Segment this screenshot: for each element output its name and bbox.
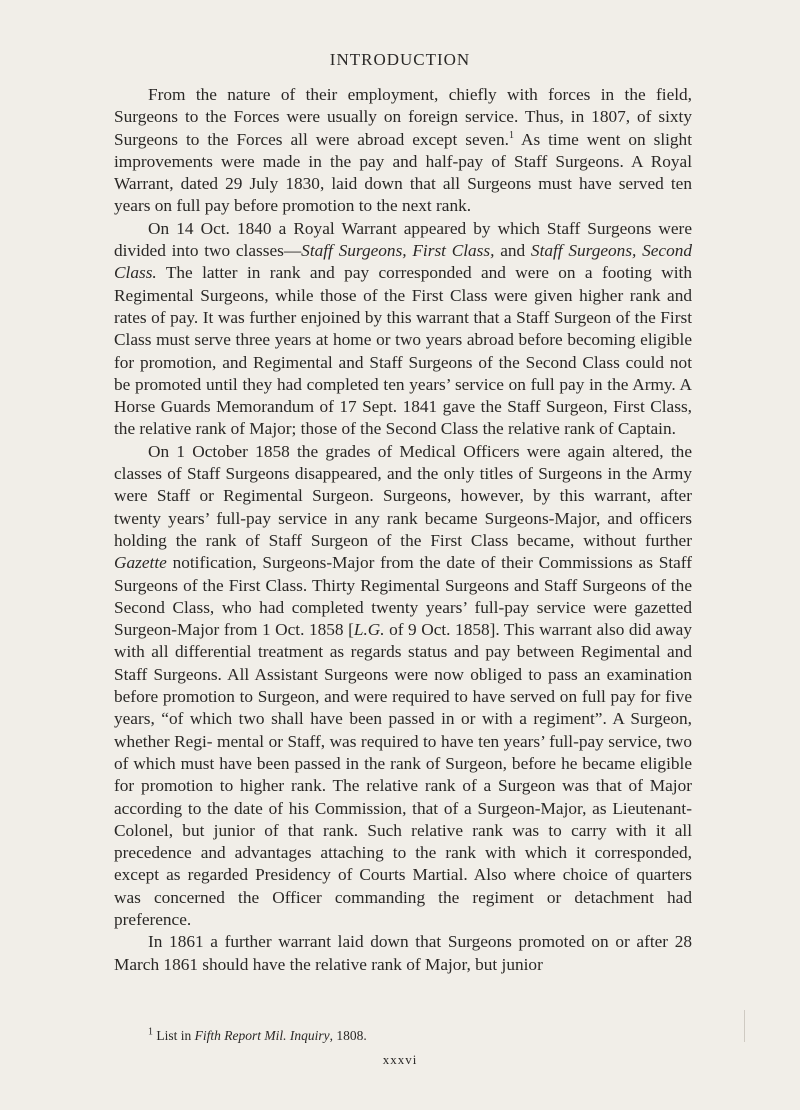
page-number: xxxvi	[382, 1052, 418, 1067]
footnote-reference: 1	[508, 129, 514, 141]
page-edge-mark	[744, 1010, 745, 1042]
running-head: INTRODUCTION	[329, 50, 471, 69]
footnote: $^1$ List in Fifth Report Mil. Inquiry, 1808.	[148, 1026, 367, 1043]
paragraph-2: On 14 Oct. 1840 a Royal Warrant appeared by which Staff Surgeons were divided into two classes—Staff Surgeons, First Class, and Staff Surgeons, Second Class. The latter in rank and pay corresponded and were on a footing with Regimental Surgeons, while those of the First Class were given higher rank and rates of pay. It was further enjoined by this warrant that a Staff Surgeon of the First Class must serve three years at home or two years abroad before becoming eligible for promotion, and Regimental and Staff Surgeons of the Second Class could not be promoted until they had completed ten years’ service on full pay in the Army. A Horse Guards Memorandum of 17 Sept. 1841 gave the Staff Surgeon, First Class, the relative rank of Major; those of the Second Class the relative rank of Captain.	[114, 218, 693, 439]
paragraph-3: On 1 October 1858 the grades of Medical Officers were again altered, the classes of Staff Surgeons disappeared, and the only titles of Surgeons in the Army were Staff or Regimental Surgeon. Surgeons, however, by this warrant, after twenty years’ full-pay service in any rank became Surgeons-Major, and officers holding the rank of Staff Surgeon of the First Class became, without further Gazette notification, Surgeons-Major from the date of their Commissions as Staff Surgeons of the First Class. Thirty Regimental Surgeons and Staff Surgeons of the Second Class, who had completed twenty years’ full-pay service were gazetted Surgeon-Major from 1 Oct. 1858 [L.G. of 9 Oct. 1858]. This warrant also did away with all differential treatment as regards status and pay between Regimental and Staff Surgeons. All Assistant Surgeons were now obliged to pass an examination before promotion to Surgeon, and were required to have served on full pay for five years, “of which two shall have been passed in or with a regiment”. A Surgeon, whether Regi- mental or Staff, was required to have ten years’ full-pay service, two of which must have been passed in the rank of Surgeon, before he became eligible for promotion to higher rank. The relative rank of a Surgeon was that of Major according to the date of his Commission, that of a Surgeon-Major, as Lieutenant-Colonel, but junior of that rank. Such relative rank was to carry with it all precedence and advantages attaching to the rank with which it corresponded, except as regarded Presidency of Courts Martial. Also where choice of quarters was concerned the Officer commanding the regiment or detachment had preference.	[114, 441, 692, 929]
paragraph-1: From the nature of their employment, chiefly with forces in the field, Surgeons to the Forces were usually on foreign service. Thus, in 1807, of sixty Surgeons to the Forces all were abroad except seven.$^1$ As time went on slight improvements were made in the pay and half-pay of Staff Surgeons. A Royal Warrant, dated 29 July 1830, laid down that all Surgeons must have served ten years on full pay before promotion to the next rank.	[114, 85, 693, 216]
paragraph-4: In 1861 a further warrant laid down that Surgeons promoted on or after 28 March 1861 should have the relative rank of Major, but junior	[114, 932, 692, 974]
body-text	[114, 84, 692, 976]
footnote-mark: 1	[148, 1026, 153, 1038]
